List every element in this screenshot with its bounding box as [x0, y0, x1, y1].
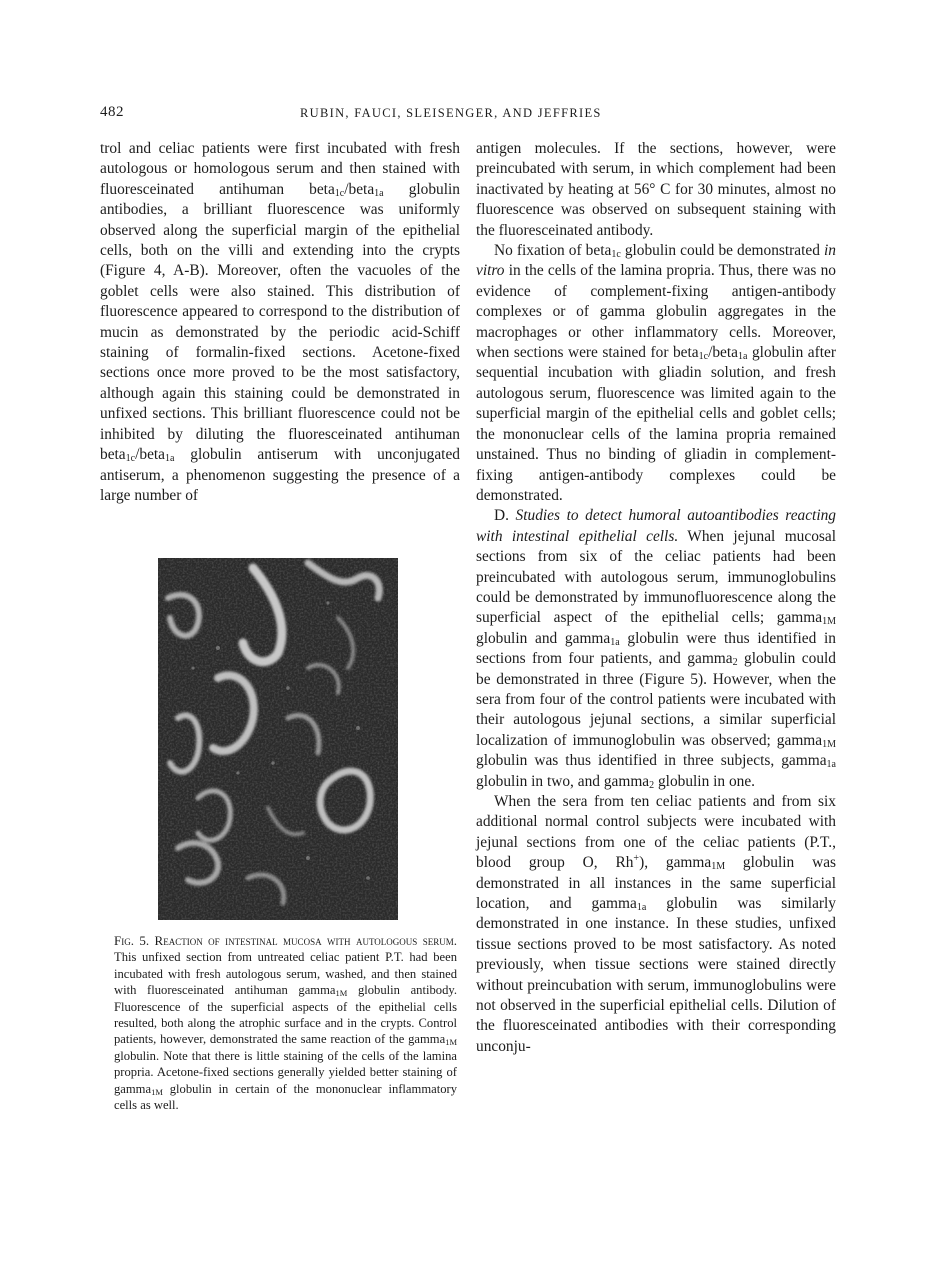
caption-title: Reaction of intestinal mucosa with autologous serum. [154, 933, 458, 948]
figure-5-caption [114, 933, 457, 1113]
right-paragraph-4: When the sera from ten celiac patients and from six additional normal control subjects were incubated with jejunal sections from one of the celiac patients (P.T., blood group O, Rh+), gamma$_{1M}$ globulin was demonstrated in all instances in the same superficial location, and gamma$_{1a}$ globulin was similarly demonstrated in one instance. In these studies, unfixed tissue sections proved to be most satisfactory. As noted previously, when tissue sections were stained directly without preincubation with serum, immunoglobulins were not observed in the superficial epithelial cells. Dilution of the fluoresceinated antibodies with their corresponding unconju- [476, 793, 837, 1055]
figure-5-micrograph [158, 558, 398, 920]
right-paragraph-1: antigen molecules. If the sections, however, were preincubated with serum, in which complement had been inactivated by heating at 56° C for 30 minutes, almost no fluorescence was observed on subsequent staining with the fluoresceinated antibody. [476, 140, 836, 239]
caption-text: Fig. 5. Reaction of intestinal mucosa with autologous serum. This unfixed section from untreated celiac patient P.T. had been incubated with fresh autologous serum, washed, and then stained with fluoresceinated antihuman gamma$_{1M}$ globulin antibody. Fluorescence of the superficial aspects of the epithelial cells resulted, both along the atrophic surface and in the crypts. Control patients, however, demonstrated the same reaction of the gamma$_{1M}$ globulin. Note that there is little staining of the cells of the lamina propria. Acetone-fixed sections generally yielded better staining of gamma$_{1M}$ globulin in certain of the mononuclear inflammatory cells as well. [114, 933, 458, 1113]
section-heading-d: Studies to detect humoral autoantibodies reacting with intestinal epithelial cells. [476, 507, 836, 545]
caption-label: Fig. 5. [114, 933, 150, 948]
right-paragraph-3: D. Studies to detect humoral autoantibodies reacting with intestinal epithelial cells. When jejunal mucosal sections from six of the celiac patients had been preincubated with autologous serum, immunoglobulins could be demonstrated by immunofluorescence along the superficial aspect of the epithelial cells; gamma$_{1M}$ globulin and gamma$_{1a}$ globulin were thus identified in sections from four patients, and gamma$_2$ globulin could be demonstrated in three (Figure 5). However, when the sera from four of the control patients were incubated with their autologous jejunal sections, a similar superficial localization of immunoglobulin was observed; gamma$_{1M}$ globulin was thus identified in three subjects, gamma$_{1a}$ globulin in two, and gamma$_2$ globulin in one. [476, 507, 836, 791]
left-column [100, 139, 460, 506]
right-column [476, 139, 836, 1057]
running-head: RUBIN, FAUCI, SLEISENGER, AND JEFFRIES [300, 106, 602, 120]
left-paragraph-1: trol and celiac patients were first incubated with fresh autologous or homologous serum and then stained with fluoresceinated antihuman beta$_{1c}$/beta$_{1a}$ globulin antibodies, a brilliant fluorescence was uniformly observed along the superficial margin of the epithelial cells, both on the villi and extending into the crypts (Figure 4, A-B). Moreover, often the vacuoles of the goblet cells were also stained. This distribution of fluorescence appeared to correspond to the distribution of mucin as demonstrated by the periodic acid-Schiff staining of formalin-fixed sections. Acetone-fixed sections once more proved to be the most satisfactory, although again this staining could be demonstrated in unfixed sections. This brilliant fluorescence could not be inhibited by diluting the fluoresceinated antihuman beta$_{1c}$/beta$_{1a}$ globulin antiserum with unconjugated antiserum, a phenomenon suggesting the presence of a large number of [100, 140, 460, 504]
page-number: 482 [100, 104, 124, 120]
right-paragraph-2: No fixation of beta$_{1c}$ globulin could be demonstrated in vitro in the cells of the lamina propria. Thus, there was no evidence of complement-fixing antigen-antibody complexes or of gamma globulin aggregates in the macrophages or other inflammatory cells. Moreover, when sections were stained for beta$_{1c}$/beta$_{1a}$ globulin after sequential incubation with gliadin solution, and fresh autologous serum, fluorescence was limited again to the superficial margin of the epithelial cells and goblet cells; the mononuclear cells of the lamina propria remained unstained. Thus no binding of gliadin in complement-fixing antigen-antibody complexes could be demonstrated. [476, 242, 836, 504]
